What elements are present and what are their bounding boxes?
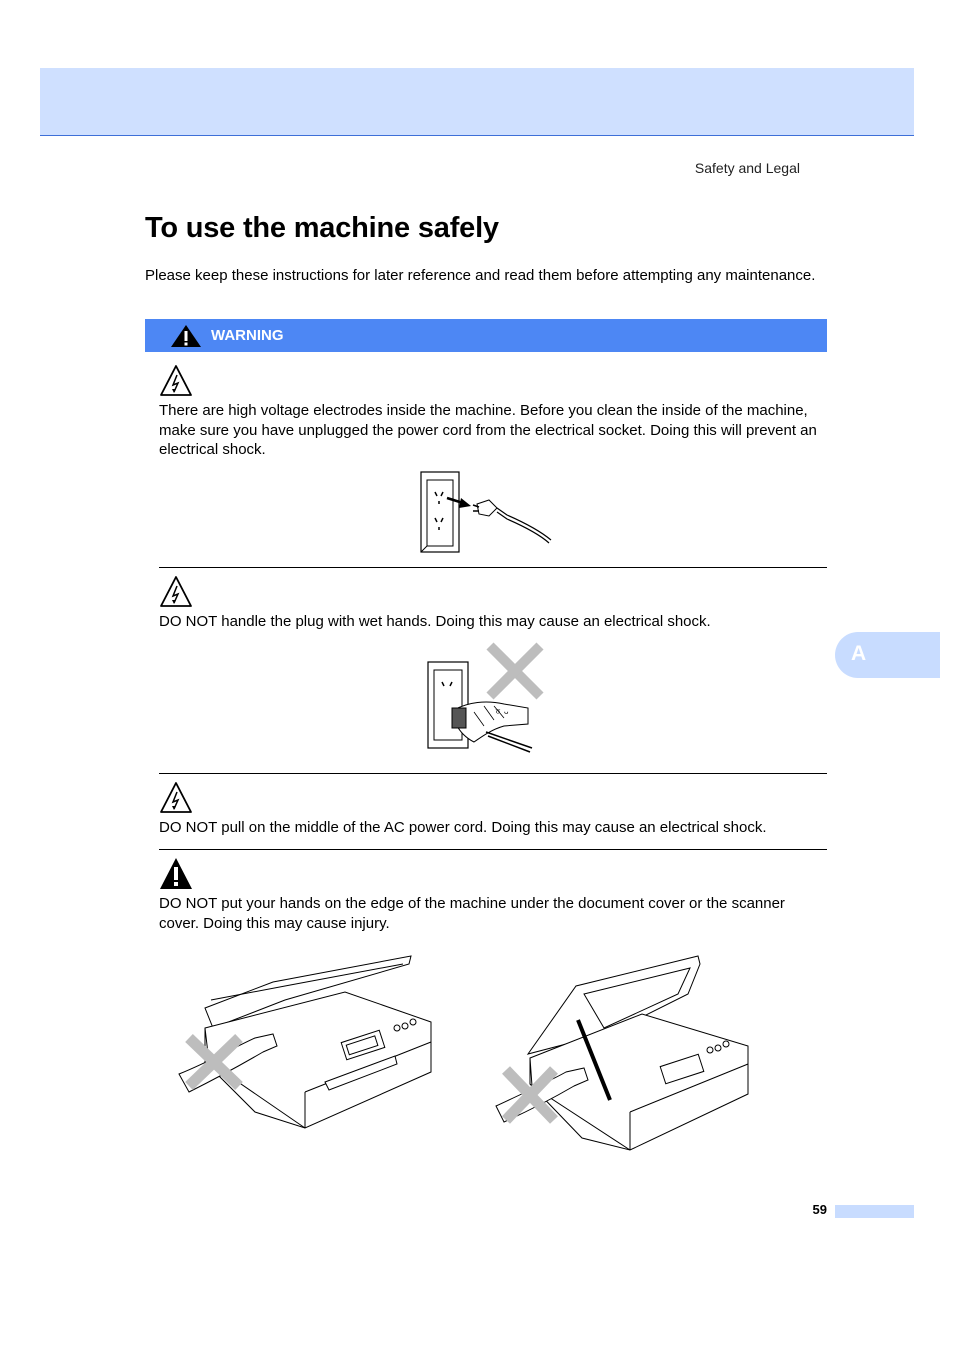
intro-paragraph: Please keep these instructions for later reference and read them before attempting any maintenance.	[145, 267, 816, 284]
running-head: Safety and Legal	[694, 160, 800, 176]
warning-triangle-icon	[159, 857, 193, 891]
svg-text:ㆆ ᴗ: ㆆ ᴗ	[494, 707, 509, 716]
divider	[159, 567, 827, 568]
document-cover-hand-illustration	[175, 952, 437, 1132]
electrical-hazard-icon	[159, 781, 193, 815]
page-title: To use the machine safely	[145, 212, 499, 244]
divider	[159, 849, 827, 850]
electrical-hazard-icon	[159, 575, 193, 609]
appendix-tab	[835, 632, 940, 678]
page-number: 59	[812, 1202, 827, 1217]
warning-text-wet-hands: DO NOT handle the plug with wet hands. Doing this may cause an electrical shock.	[159, 613, 711, 630]
wet-hands-plug-illustration	[424, 642, 548, 754]
electrical-hazard-icon	[159, 364, 193, 398]
scanner-cover-hand-illustration	[492, 954, 754, 1154]
page-number-bar	[835, 1205, 914, 1218]
warning-text-electrodes: There are high voltage electrodes inside the machine. Before you clean the inside of the machine, make sure you have unplugged the power cord from the electrical socket. Doing this will prevent an electrical shock.	[159, 402, 817, 458]
appendix-tab-label: A	[851, 642, 867, 665]
warning-label: WARNING	[211, 327, 284, 344]
unplug-cord-illustration	[415, 470, 555, 554]
warning-text-hands-cover: DO NOT put your hands on the edge of the machine under the document cover or the scanner cover. Doing this may cause injury.	[159, 895, 785, 932]
header-band	[40, 68, 914, 136]
warning-bar	[145, 319, 827, 352]
warning-triangle-icon	[170, 324, 202, 348]
warning-text-power-cord: DO NOT pull on the middle of the AC power cord. Doing this may cause an electrical shock.	[159, 819, 767, 836]
divider	[159, 773, 827, 774]
